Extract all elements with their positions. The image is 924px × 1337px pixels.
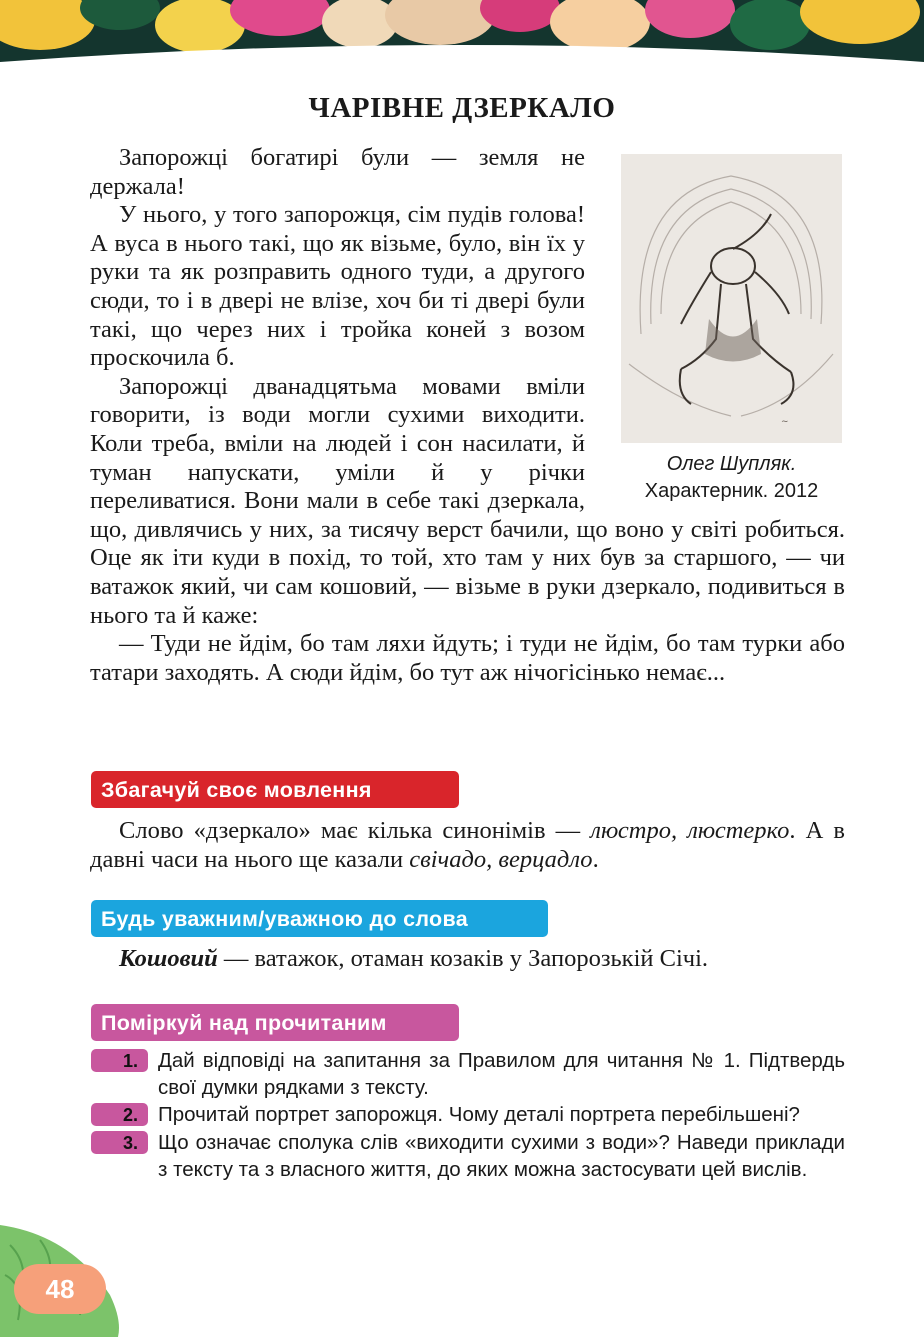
question-number-badge: 2. — [91, 1103, 148, 1126]
word-section-heading: Будь уважним/уважною до слова — [91, 900, 548, 937]
story-paragraph: Запорожці богатирі були — земля не держала! — [90, 144, 585, 200]
word-term: Кошовий — [119, 945, 218, 972]
list-item — [91, 1048, 845, 1101]
list-item — [91, 1102, 845, 1129]
speech-section-text — [90, 817, 845, 874]
list-item — [91, 1130, 845, 1183]
reflect-section-heading: Поміркуй над прочитаним — [91, 1004, 459, 1041]
question-text: Що означає сполука слів «виходити сухими з води»? Наведи приклади з тексту та з власного життя, до яких можна застосувати цей вислів. — [158, 1131, 845, 1181]
speech-old-words: свічадо, верцадло — [409, 845, 593, 873]
illustration-caption — [621, 451, 842, 505]
caption-work: Характерник. 2012 — [644, 480, 819, 502]
speech-synonyms: люстро, люстерко — [590, 817, 790, 844]
illustration — [609, 154, 845, 505]
question-text: Прочитай портрет запорожця. Чому деталі портрета перебільшені? — [158, 1103, 800, 1127]
caption-author: Олег Шупляк. — [666, 453, 797, 475]
question-number-badge: 1. — [91, 1049, 148, 1072]
speech-section-heading: Збагачуй своє мовлення — [91, 771, 459, 808]
speech-text-b: . А в давні часи на нього ще казали — [90, 817, 845, 873]
question-number-badge: 3. — [91, 1131, 148, 1154]
word-section-text — [90, 945, 845, 974]
story-paragraph: Запорожці дванадцятьма мовами вміли говорити, із води могли сухими виходити. Коли треба, вміли на людей і сон насилати, й туман напускати, уміли й у річки переливатися. Вони мали в себе такі дзеркала, що, дивлячись у них, за тисячу верст бачили, що воно у світі робиться. Оце як іти куди в похід, то той, хто там у них був за старшого, — чи ватажок який, чи сам кошовий, — візьме в руки дзеркало, подивиться в нього та й каже: — [90, 372, 845, 629]
story-text — [90, 144, 845, 687]
page-title: ЧАРІВНЕ ДЗЕРКАЛО — [308, 92, 616, 124]
speech-text-a: Слово «дзеркало» має кілька синонімів — — [119, 817, 591, 844]
question-text: Дай відповіді на запитання за Правилом для читання № 1. Підтвердь свої думки рядками з тексту. — [158, 1049, 845, 1099]
speech-text-c: . — [592, 845, 599, 873]
word-definition: — ватажок, отаман козаків у Запорозькій Січі. — [217, 945, 709, 972]
cossack-drawing-icon — [621, 154, 842, 443]
story-paragraph: У нього, у того запорожця, сім пудів голова! А вуса в нього такі, що як візьме, було, він їх у руки та як розправить одного туди, а другого сюди, то і в двері не влізе, хоч би ті двері були такі, що через них і тройка коней з возом проскочила б. — [90, 201, 585, 372]
flower-banner-icon — [0, 0, 924, 62]
page-number: 48 — [14, 1264, 106, 1314]
story-paragraph: — Туди не йдім, бо там ляхи йдуть; і туди не йдім, бо там турки або татари заходять. А сюди йдім, бо тут аж нічогісінько немає... — [90, 630, 845, 686]
question-list — [91, 1048, 845, 1185]
svg-text:~: ~ — [781, 417, 789, 427]
